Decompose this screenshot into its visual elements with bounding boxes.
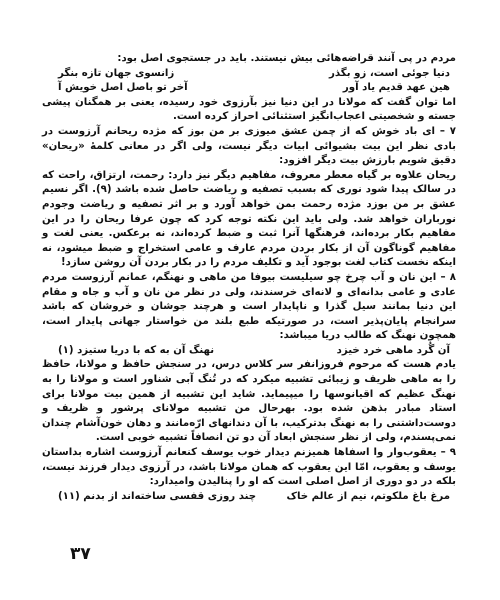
verse-hemistich-left: آخر تو باصل اصل خویش آ (58, 82, 188, 94)
verse-hemistich-left: چند روزی قفسی ساخته‌اند از بدنم (۱۱) (58, 490, 257, 502)
verse-hemistich-left: نهنگ آن به که با دریا ستیزد (۱) (58, 344, 215, 356)
verse-couplet (42, 490, 456, 505)
paragraph: ریحان علاوه بر گیاه معطر معروف، مفاهیم دیگر نیز دارد: رحمت، ارتزاق، راحت که در سالک پیدا شود نوری که بسبب تصفیه و ریاضت حاصل شده باشد (۹). اگر نسیم عشق بر من بوزد مژده رحمت بمن خواهد آورد و بر اثر تصفیه و ریاضت وجودم نورباران خواهد شد. ولی باید این نکته توجه کرد که چون عرفا ریحان را در این مفاهیم بکار برده‌اند، فرهنگها آنرا ثبت و ضبط کرده‌اند، نه برعکس. یعنی لغت و مفاهیم گوناگون آن از بکار بردن مردم عارف و عامی استخراج و ضبط میشود، نه اینکه نخست کتاب لغت بوجود آید و تکلیف مردم را در بکار بردن آن روشن سازد! (42, 169, 457, 269)
verse-couplet (42, 344, 456, 359)
page-number: ۳۷ (70, 544, 91, 564)
verse-couplet (42, 67, 456, 82)
verse-hemistich-right: مرغ باغ ملکوتم، نیم از عالم خاک (286, 490, 450, 502)
page-body (42, 52, 456, 504)
paragraph: ۹ – یعقوب‌وار وا اسفاها همیزنم دیدار خوب یوسف کنعانم آرزوست اشاره بداستان یوسف و یعقوب، امّا این یعقوب که همان مولانا باشد، در آرزوی دیدار فرزند نیست، بلکه در دو دوری از اصل اصلی است که او را پنالیدن وامیدارد: (42, 447, 456, 488)
paragraph: ۸ – این نان و آب چرخ چو سیلیست بیوفا من ماهی و نهنگم، عمانم آرزوست مردم عادی و عامی بدانه‌ای و لانه‌ای خرسندند، ولی در نظر من نان و آب و جاه و مقام این دنیا بمانند سیل گذرا و ناپایدار است و هرچند جوشان و خروشان که باشد سرانجام پایان‌پذیر است، در صورتیکه طبع بلند من خواستار جهانی پایدار است، همچون نهنگ که طالب دریا میباشد: (42, 271, 456, 342)
verse-couplet (42, 81, 456, 96)
paragraph: اما توان گفت که مولانا در این دنیا نیز بآرزوی خود رسیده، یعنی بر همگنان پیشی جسته و شخصیتی اعجاب‌انگیز استثنائی احراز کرده است. (42, 96, 456, 123)
verse-hemistich-left: زانسوی جهان تازه بنگر (58, 67, 175, 79)
verse-hemistich-right: آن گُرد ماهی خرد خیزد (336, 344, 450, 356)
paragraph: ۷ – ای باد خوش که از چمن عشق میوزی بر من بوز که مژده ریحانم آرزوست در بادی نظر این بیت بشیوائی ابیات دیگر نیست، ولی اگر در معانی کلمهٔ «ریحان» دقیق شویم بارزش بیت دیگر افزود: (42, 125, 456, 167)
verse-hemistich-right: دنیا جوئی است، زو بگذر (329, 67, 450, 79)
paragraph: یادم هست که مرحوم فروزانفر سر کلاس درس، در سنجش حافظ و مولانا، حافظ را به ماهی ظریف و زیبائی تشبیه میکرد که در تُنگ آبی شناور است و مولانا را به نهنگ عظیم که اقیانوسها را میپیماید. شاید این تشبیه از همین بیت مولانا برای استاد مبادر بذهن شده بود. بهرحال من تشبیه مولانای پرشور و ظریف و دوست‌داشتنی را به نهنگ بدترکیب، با آن دندانهای ارّه‌مانند و دهان خون‌آشام چندان نمی‌پسندم، ولی از نظر سنجش ابعاد آن دو تن انصافاً تشبیه خوبی است. (42, 359, 456, 444)
verse-hemistich-right: هین عهد قدیم یاد آور (342, 82, 450, 94)
paragraph: مردم در پی آنند قراضه‌هائی بیش نیستند. باید در جستجوی اصل بود: (117, 53, 456, 64)
